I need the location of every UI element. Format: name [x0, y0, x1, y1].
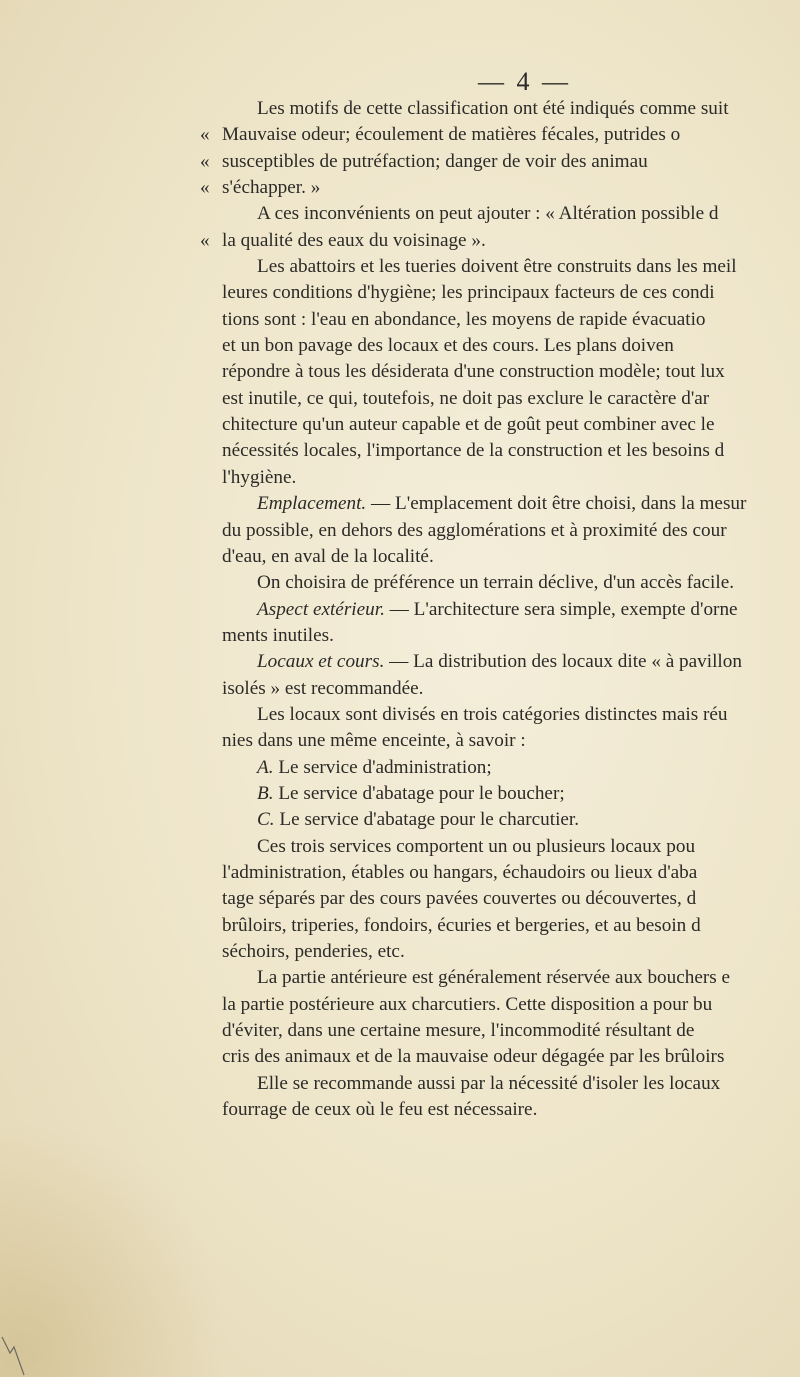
line-text: On choisira de préférence un terrain déclive, d'un accès facile.	[257, 572, 735, 594]
line-text: est inutile, ce qui, toutefois, ne doit pas exclure le caractère d'ar	[222, 387, 710, 409]
text-line	[222, 755, 800, 781]
line-text: la qualité des eaux du voisinage ».	[222, 229, 486, 251]
line-text: — L'architecture sera simple, exempte d'orne	[384, 598, 738, 620]
text-line	[222, 570, 800, 596]
line-text: — L'emplacement doit être choisi, dans la mesur	[366, 493, 747, 515]
line-text: répondre à tous les désiderata d'une construction modèle; tout lux	[222, 361, 725, 383]
line-text: nécessités locales, l'importance de la construction et les besoins d	[222, 440, 725, 462]
line-text: susceptibles de putréfaction; danger de voir des animau	[222, 150, 648, 172]
text-line	[222, 1097, 800, 1123]
section-heading: Emplacement.	[257, 493, 367, 515]
line-text: nies dans une même enceinte, à savoir :	[222, 730, 526, 752]
line-text: d'éviter, dans une certaine mesure, l'incommodité résultant de	[222, 1020, 695, 1042]
line-text: tage séparés par des cours pavées couvertes ou découvertes, d	[222, 888, 697, 910]
line-text: la partie postérieure aux charcutiers. Cette disposition a pour bu	[222, 993, 713, 1015]
line-text: cris des animaux et de la mauvaise odeur dégagée par les brûloirs	[222, 1046, 725, 1068]
text-line	[222, 386, 800, 412]
line-text: du possible, en dehors des agglomérations et à proximité des cour	[222, 519, 727, 541]
line-text: La partie antérieure est généralement réservée aux bouchers e	[257, 967, 731, 989]
line-text: fourrage de ceux où le feu est nécessaire.	[222, 1099, 538, 1121]
line-text: leures conditions d'hygiène; les principaux facteurs de ces condi	[222, 282, 715, 304]
line-text: l'hygiène.	[222, 466, 297, 488]
text-line	[222, 860, 800, 886]
line-text: et un bon pavage des locaux et des cours. Les plans doiven	[222, 335, 674, 357]
line-text: Les abattoirs et les tueries doivent être construits dans les meil	[257, 256, 737, 278]
line-text: — La distribution des locaux dite « à pavillon	[384, 651, 742, 673]
quote-mark: «	[200, 124, 210, 146]
text-line	[222, 597, 800, 623]
line-text: Les motifs de cette classification ont été indiqués comme suit	[257, 98, 729, 119]
text-line	[222, 702, 800, 728]
text-line	[222, 201, 800, 227]
line-text: Le service d'administration;	[273, 756, 492, 778]
line-text: d'eau, en aval de la localité.	[222, 545, 434, 567]
text-line	[222, 96, 800, 122]
line-text: Le service d'abatage pour le charcutier.	[274, 809, 580, 831]
section-heading: C.	[257, 809, 275, 831]
text-line	[222, 1018, 800, 1044]
text-line	[222, 913, 800, 939]
text-line	[222, 886, 800, 912]
text-line	[222, 1044, 800, 1070]
line-text: tions sont : l'eau en abondance, les moyens de rapide évacuatio	[222, 308, 706, 330]
line-text: Elle se recommande aussi par la nécessité d'isoler les locaux	[257, 1072, 721, 1094]
quote-mark: «	[200, 229, 210, 251]
quote-mark: «	[200, 177, 210, 199]
text-line	[222, 544, 800, 570]
text-line	[222, 939, 800, 965]
text-line	[222, 623, 800, 649]
line-text: Ces trois services comportent un ou plusieurs locaux pou	[257, 835, 696, 857]
line-text: l'administration, étables ou hangars, échaudoirs ou lieux d'aba	[222, 861, 698, 883]
line-text: ments inutiles.	[222, 624, 334, 646]
text-line	[200, 228, 800, 254]
text-line	[222, 438, 800, 464]
section-heading: B.	[257, 782, 274, 804]
text-line	[222, 807, 800, 833]
text-line	[200, 122, 800, 148]
quote-mark: «	[200, 150, 210, 172]
line-text: A ces inconvénients on peut ajouter : « Altération possible d	[257, 203, 719, 225]
text-line	[222, 307, 800, 333]
text-line	[222, 412, 800, 438]
text-line	[200, 149, 800, 175]
text-line	[222, 649, 800, 675]
text-line	[222, 518, 800, 544]
page-corner-mark	[0, 1317, 40, 1377]
text-line	[222, 1071, 800, 1097]
line-text: séchoirs, penderies, etc.	[222, 941, 405, 962]
section-heading: A.	[257, 756, 274, 778]
line-text: chitecture qu'un auteur capable et de goût peut combiner avec le	[222, 414, 715, 436]
text-line	[222, 491, 800, 517]
text-line	[222, 676, 800, 702]
text-line	[222, 965, 800, 991]
text-line	[222, 728, 800, 754]
line-text: Mauvaise odeur; écoulement de matières fécales, putrides o	[222, 124, 681, 146]
section-heading: Aspect extérieur.	[257, 598, 385, 620]
text-line	[222, 333, 800, 359]
section-heading: Locaux et cours.	[257, 651, 385, 673]
text-line	[222, 359, 800, 385]
line-text: s'échapper. »	[222, 177, 321, 199]
line-text: isolés » est recommandée.	[222, 677, 424, 699]
text-line	[222, 465, 800, 491]
line-text: Les locaux sont divisés en trois catégories distinctes mais réu	[257, 703, 728, 725]
text-line	[222, 254, 800, 280]
body-text	[200, 96, 800, 1123]
line-text: brûloirs, triperies, fondoirs, écuries et bergeries, et au besoin d	[222, 914, 701, 936]
text-line	[200, 175, 800, 201]
text-line	[222, 280, 800, 306]
page-number: — 4 —	[478, 67, 571, 96]
text-line	[222, 834, 800, 860]
line-text: Le service d'abatage pour le boucher;	[273, 782, 565, 804]
text-line	[222, 992, 800, 1018]
text-line	[222, 781, 800, 807]
